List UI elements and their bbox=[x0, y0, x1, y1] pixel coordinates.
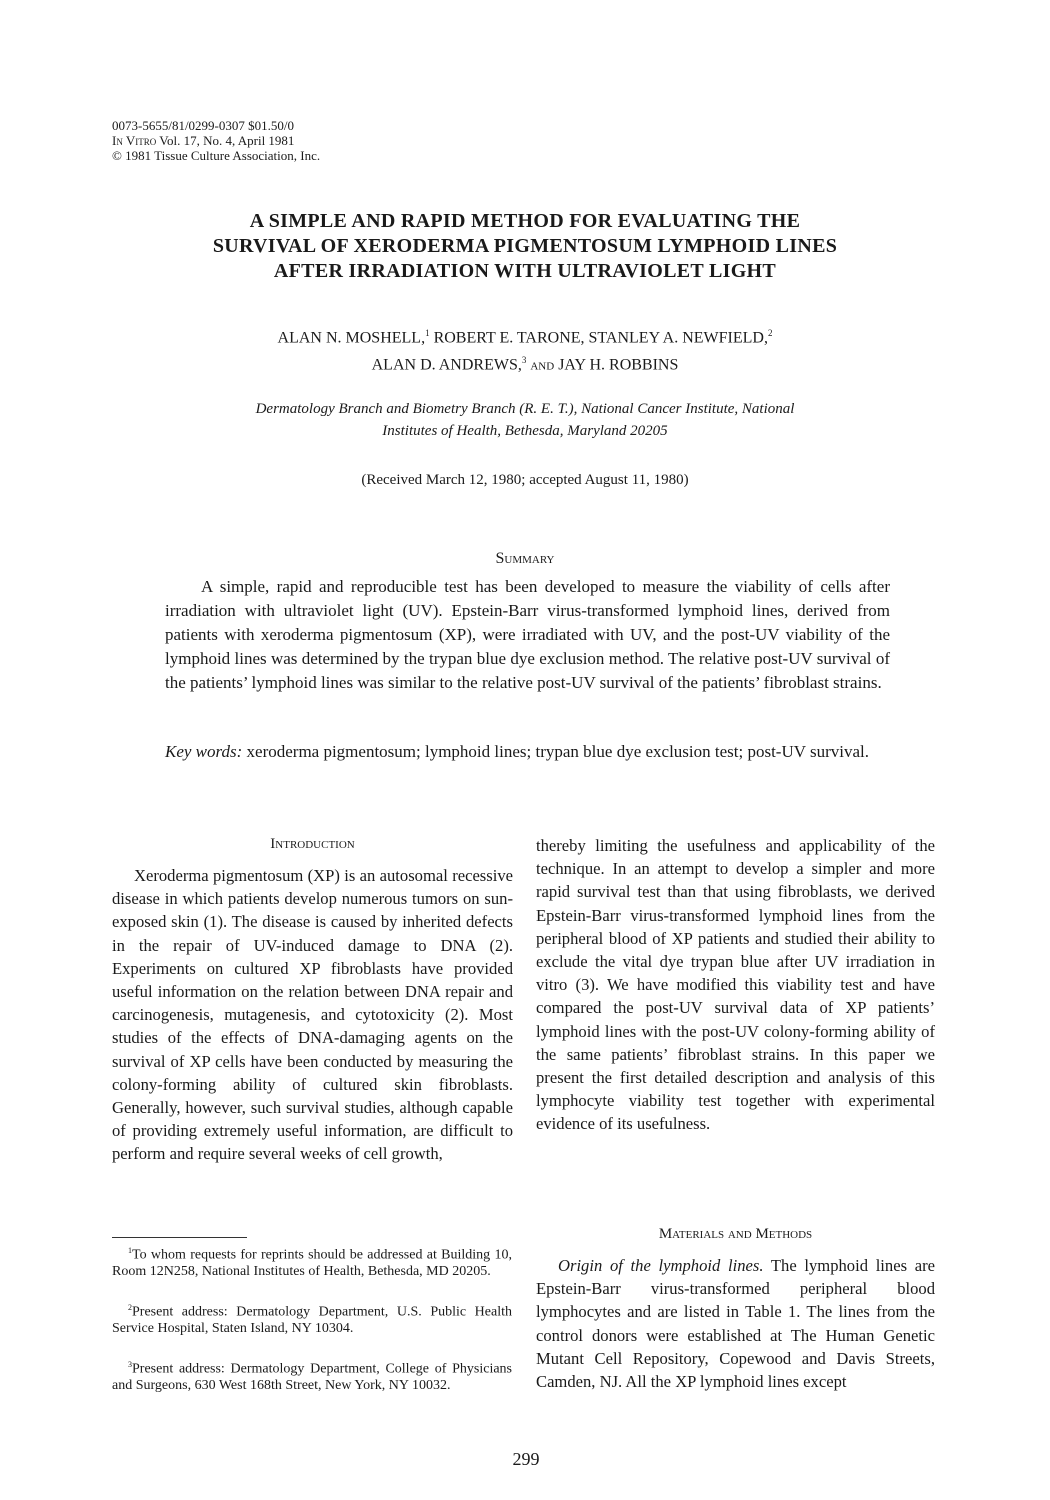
footnote-2 bbox=[112, 1300, 512, 1338]
footnote-divider bbox=[112, 1237, 247, 1238]
journal-header bbox=[112, 118, 512, 163]
received-date: (Received March 12, 1980; accepted August 11, 1980) bbox=[361, 472, 689, 488]
affiliation-line-2: Institutes of Health, Bethesda, Maryland 20205 bbox=[382, 423, 668, 439]
keywords-label: Key words: bbox=[165, 742, 243, 761]
keywords-text: xeroderma pigmentosum; lymphoid lines; trypan blue dye exclusion test; post-UV survival. bbox=[242, 742, 869, 761]
footnote-3-text: Present address: Dermatology Department, College of Physicians and Surgeons, 630 West 168th Street, New York, NY 10032. bbox=[112, 1361, 512, 1394]
article-code: 0073-5655/81/0299-0307 $01.50/0 bbox=[112, 118, 294, 133]
journal-issue bbox=[112, 133, 512, 148]
journal-name: In Vitro bbox=[112, 133, 157, 148]
footnote-3-mark: 3 bbox=[128, 1360, 132, 1369]
footnote-2-text: Present address: Dermatology Department, U.S. Public Health Service Hospital, Staten Island, NY 10304. bbox=[112, 1304, 512, 1337]
author-andrews: ALAN D. ANDREWS, bbox=[371, 356, 522, 374]
footnote-1-text: To whom requests for reprints should be addressed at Building 10, Room 12N258, National Institutes of Health, Bethesda, MD 20205. bbox=[112, 1247, 512, 1280]
methods-body: The lymphoid lines are Epstein-Barr virus-transformed peripheral blood lymphocytes and are listed in Table 1. The lines from the control donors were established at The Human Genetic Mutant Cell Repository, Copewood and Davis Streets, Camden, NJ. All the XP lymphoid lines except bbox=[536, 1256, 935, 1392]
page-number: 299 bbox=[512, 1449, 540, 1469]
methods-heading: Materials and Methods bbox=[658, 1226, 813, 1242]
methods-subheading: Origin of the lymphoid lines. bbox=[558, 1256, 764, 1275]
footnote-1 bbox=[112, 1243, 512, 1281]
footnote-2-mark: 2 bbox=[128, 1303, 132, 1312]
author-list bbox=[150, 322, 900, 377]
footnote-mark-3: 3 bbox=[521, 355, 527, 366]
footnote-mark-2: 2 bbox=[767, 328, 773, 338]
affiliation bbox=[150, 398, 900, 442]
author-tarone-newfield: ROBERT E. TARONE, STANLEY A. NEWFIELD, bbox=[429, 329, 768, 347]
affiliation-line-1: Dermatology Branch and Biometry Branch (R. E. T.), National Cancer Institute, National bbox=[255, 401, 795, 417]
author-line-2 bbox=[150, 349, 900, 376]
footnote-1-mark: 1 bbox=[128, 1246, 132, 1255]
introduction-continued-text: thereby limiting the usefulness and applicability of the technique. In an attempt to develop a simpler and more rapid survival test than that using fibroblasts, we derived Epstein-Barr virus-transformed lymphoid lines from the peripheral blood of XP patients and studied their ability to exclude the vital dye trypan blue after UV irradiation in vitro (3). We have modified this viability test and have compared the post-UV survival data of XP patients’ lymphoid lines with the post-UV colony-forming ability of the same patients’ fibroblast strains. In this paper we present the first detailed description and analysis of this lymphocyte viability test together with experimental evidence of its usefulness. bbox=[536, 836, 935, 1134]
journal-volume: Vol. 17, No. 4, April 1981 bbox=[156, 133, 295, 148]
introduction-text: Xeroderma pigmentosum (XP) is an autosomal recessive disease in which patients develop numerous tumors on sun-exposed skin (1). The disease is caused by inherited defects in the repair of UV-induced damage to DNA (2). Experiments on cultured XP fibroblasts have provided useful information on the relation between DNA repair and carcinogenesis, mutagenesis, and cytotoxicity (2). Most studies of the effects of DNA-damaging agents on the survival of XP cells have been conducted by measuring the colony-forming ability of cultured skin fibroblasts. Generally, however, such survival studies, although capable of providing extremely useful information, are difficult to perform and require several weeks of cell growth, bbox=[112, 866, 513, 1164]
title-line-1: A SIMPLE AND RAPID METHOD FOR EVALUATING THE bbox=[249, 210, 801, 232]
author-line-1 bbox=[150, 322, 900, 349]
author-moshell: ALAN N. MOSHELL, bbox=[277, 329, 426, 347]
author-robbins: JAY H. ROBBINS bbox=[558, 356, 679, 374]
summary-text: A simple, rapid and reproducible test has been developed to measure the viability of cells after irradiation with ultraviolet light (UV). Epstein-Barr virus-transformed lymphoid lines, derived from patients with xeroderma pigmentosum (XP), were irradiated with UV, and the post-UV viability of the lymphoid lines was determined by the trypan blue dye exclusion method. The relative post-UV survival of the patients’ lymphoid lines was similar to the relative post-UV survival of the patients’ fibroblast strains. bbox=[165, 577, 890, 692]
title-line-2: SURVIVAL OF XERODERMA PIGMENTOSUM LYMPHOID LINES bbox=[212, 235, 838, 257]
keywords bbox=[165, 740, 900, 764]
article-title bbox=[150, 209, 900, 284]
summary-heading: Summary bbox=[495, 550, 555, 567]
copyright-line: © 1981 Tissue Culture Association, Inc. bbox=[112, 148, 321, 163]
title-line-3: AFTER IRRADIATION WITH ULTRAVIOLET LIGHT bbox=[273, 260, 777, 282]
footnote-3 bbox=[112, 1357, 512, 1395]
author-conjunction: and bbox=[526, 356, 559, 374]
introduction-heading: Introduction bbox=[270, 836, 355, 852]
footnote-mark-1: 1 bbox=[425, 328, 430, 338]
methods-text bbox=[536, 1254, 935, 1393]
